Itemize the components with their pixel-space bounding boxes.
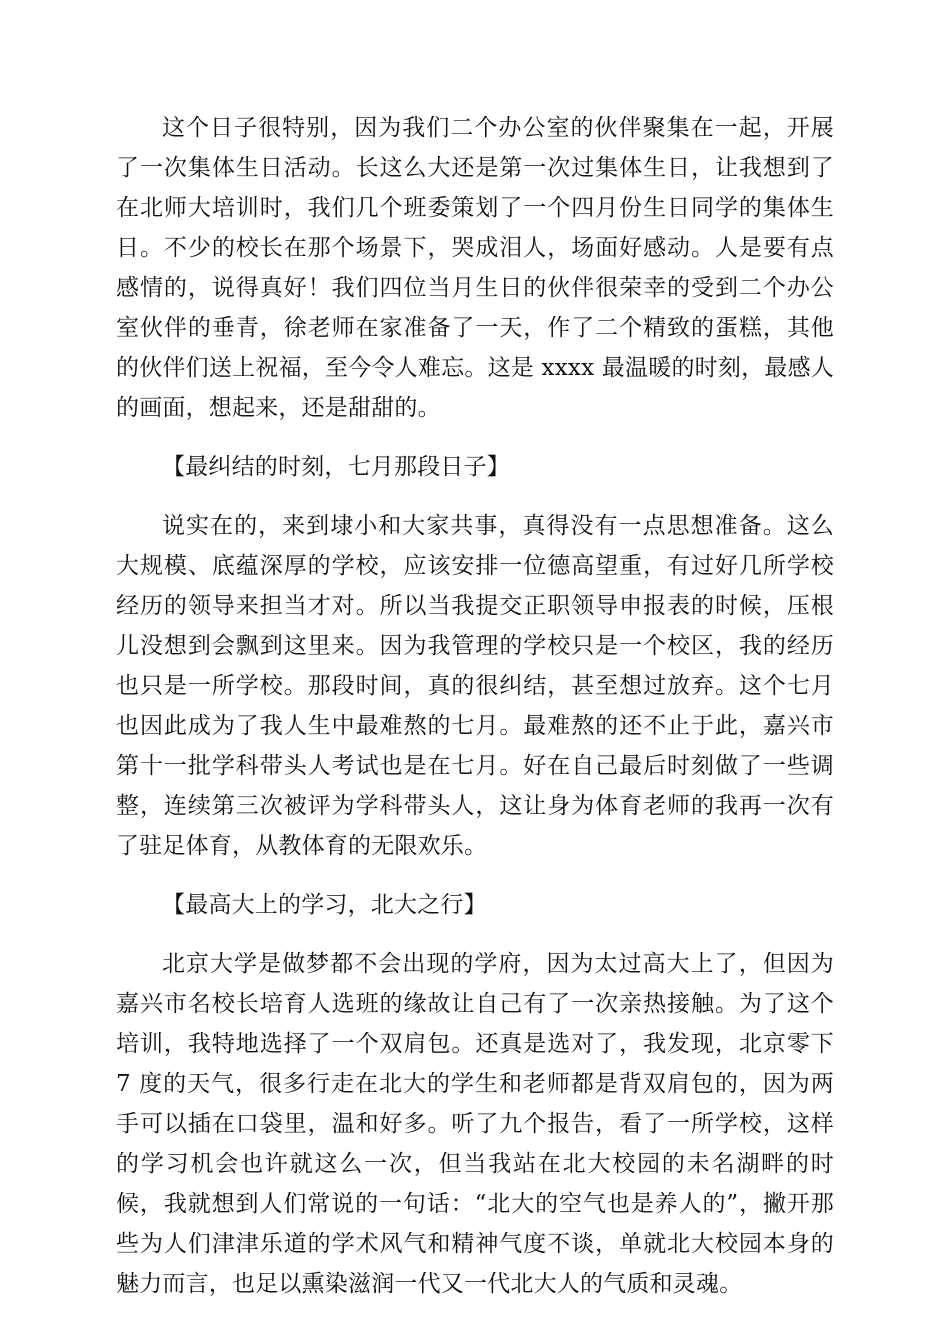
paragraph-peking-university: 北京大学是做梦都不会出现的学府，因为太过高大上了，但因为嘉兴市名校长培育人选班的缘故让自己有了一次亲热接触。为了这个培训，我特地选择了一个双肩包。还真是选对了，我发现，北京零下 7 度的天气，很多行走在北大的学生和老师都是背双肩包的，因为两手可以插在口袋里，温和好多。听了九个报告，看了一所学校，这样的学习机会也许就这么一次，但当我站在北大校园的未名湖畔的时候，我就想到人们常说的一句话：“北大的空气也是养人的”，撇开那些为人们津津乐道的学术风气和精神气度不谈，单就北大校园本身的魅力而言，也足以熏染滋润一代又一代北大人的气质和灵魂。 — [116, 951, 834, 1297]
paragraph-birthday: 这个日子很特别，因为我们二个办公室的伙伴聚集在一起，开展了一次集体生日活动。长这么大还是第一次过集体生日，让我想到了在北师大培训时，我们几个班委策划了一个四月份生日同学的集体生日。不少的校长在那个场景下，哭成泪人，场面好感动。人是要有点感情的，说得真好！我们四位当月生日的伙伴很荣幸的受到二个办公室伙伴的垂青，徐老师在家准备了一天，作了二个精致的蛋糕，其他的伙伴们送上祝福，至今令人难忘。这是 xxxx 最温暖的时刻，最感人的画面，想起来，还是甜甜的。 — [116, 115, 834, 421]
paragraph-july: 说实在的，来到埭小和大家共事，真得没有一点思想准备。这么大规模、底蕴深厚的学校，应该安排一位德高望重，有过好几所学校经历的领导来担当才对。所以当我提交正职领导申报表的时候，压根儿没想到会飘到这里来。因为我管理的学校只是一个校区，我的经历也只是一所学校。那段时间，真的很纠结，甚至想过放弃。这个七月也因此成为了我人生中最难熬的七月。最难熬的还不止于此，嘉兴市第十一批学科带头人考试也是在七月。好在自己最后时刻做了一些调整，连续第三次被评为学科带头人，这让身为体育老师的我再一次有了驻足体育，从教体育的无限欢乐。 — [116, 513, 834, 859]
section-heading-july: 【最纠结的时刻，七月那段日子】 — [162, 454, 510, 480]
section-heading-peking-university: 【最高大上的学习，北大之行】 — [162, 892, 487, 918]
document-body — [116, 108, 834, 1323]
